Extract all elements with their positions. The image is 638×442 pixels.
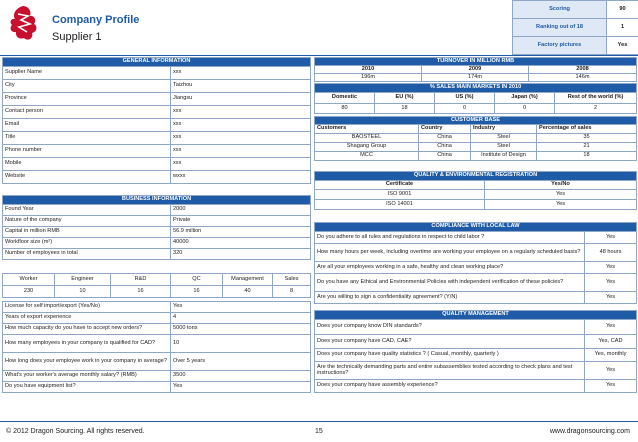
info-label: Years of export experience [3, 313, 171, 324]
business-info-table [2, 195, 311, 260]
footer-website-link[interactable]: www.dragonsourcing.com [549, 428, 630, 435]
info-label: Found Year [3, 205, 171, 216]
markets-value: 2 [555, 104, 637, 114]
certificate-name: ISO 14001 [315, 200, 485, 210]
turnover-table [314, 57, 637, 82]
info-label: Contact person [3, 106, 171, 119]
general-info-header: GENERAL INFORMATION [3, 58, 311, 67]
customers-col: Industry [471, 125, 537, 134]
markets-value: 80 [315, 104, 375, 114]
info-value: xxx [171, 158, 311, 171]
employees-value: 8 [273, 286, 311, 298]
business-info-header: BUSINESS INFORMATION [3, 196, 311, 205]
info-label: How long does your employee work in your company in average? [3, 353, 171, 371]
customers-col: Percentage of sales [537, 125, 637, 134]
turnover-header: TURNOVER IN MILLION RMB [315, 58, 637, 66]
page-title: Company Profile [52, 14, 140, 26]
compliance-table [314, 222, 637, 304]
customer-percentage: 21 [537, 143, 637, 152]
quality-answer: Yes [585, 380, 637, 393]
quality-env-header: QUALITY & ENVIRONMENTAL REGISTRATION [315, 172, 637, 181]
customer-country: China [419, 152, 471, 161]
quality-mgmt-table [314, 310, 637, 393]
info-label: Supplier Name [3, 67, 171, 80]
compliance-question: Are all your employees working in a safe, healthy and clean working place? [315, 262, 585, 274]
compliance-answer: Yes [585, 232, 637, 244]
quality-answer: Yes, CAD [585, 335, 637, 349]
markets-value: 18 [375, 104, 435, 114]
markets-header: % SALES MAIN MARKETS IN 2010 [315, 84, 637, 93]
markets-table [314, 83, 637, 114]
info-value: 320 [171, 249, 311, 260]
quality-answer: Yes, monthly [585, 349, 637, 362]
employees-table [2, 273, 311, 298]
info-value: xxx [171, 106, 311, 119]
compliance-question: How many hours per week, including overtime are working your employee on a regularly scheduled basis? [315, 244, 585, 262]
info-value: Over 5 years [171, 353, 311, 371]
employees-value: 16 [171, 286, 223, 298]
quality-question: Does your company know DIN standards? [315, 320, 585, 335]
employees-value: 16 [111, 286, 171, 298]
info-label: Title [3, 132, 171, 145]
markets-col: Japan (%) [495, 93, 555, 104]
ranking-label: Ranking out of 18 [513, 19, 607, 37]
employees-value: 40 [223, 286, 273, 298]
info-value: 4 [171, 313, 311, 324]
quality-answer: Yes [585, 320, 637, 335]
info-label: Do you have equipment list? [3, 382, 171, 393]
customer-name: BAOSTEEL [315, 134, 419, 143]
customer-name: MCC [315, 152, 419, 161]
info-value: 3500 [171, 371, 311, 382]
turnover-value: 174m [422, 74, 529, 82]
quality-question: Does your company have assembly experience? [315, 380, 585, 393]
certificate-status: Yes [485, 190, 637, 200]
turnover-value: 196m [315, 74, 422, 82]
compliance-question: Are you willing to sign a confidentiality agreement? (Y/N) [315, 292, 585, 304]
employees-header: Engineer [55, 274, 111, 286]
employees-header: Sales [273, 274, 311, 286]
info-value: wxxx [171, 171, 311, 184]
customer-country: China [419, 134, 471, 143]
turnover-year: 2009 [422, 66, 529, 74]
info-label: Website [3, 171, 171, 184]
employees-value: 10 [55, 286, 111, 298]
info-label: Mobile [3, 158, 171, 171]
info-value: 40000 [171, 238, 311, 249]
header-divider [0, 55, 638, 56]
info-value: xxx [171, 145, 311, 158]
quality-question: Does your company have quality statistics ? ( Casual, monthly, quarterly ) [315, 349, 585, 362]
footer-copyright: © 2012 Dragon Sourcing. All rights reserved. [6, 428, 145, 435]
info-label: Nature of the company [3, 216, 171, 227]
markets-value: 0 [495, 104, 555, 114]
info-label: Province [3, 93, 171, 106]
customer-country: China [419, 143, 471, 152]
info-value: Jiangsu [171, 93, 311, 106]
employees-header: R&D [111, 274, 171, 286]
scoring-table [512, 0, 638, 55]
info-value: 10 [171, 335, 311, 353]
customer-industry: Steel [471, 143, 537, 152]
general-info-table [2, 57, 311, 184]
certificate-status: Yes [485, 200, 637, 210]
info-label: Number of employees in total [3, 249, 171, 260]
quality-mgmt-header: QUALITY MANAGEMENT [315, 311, 637, 320]
page-number: 15 [315, 428, 323, 435]
markets-col: US (%) [435, 93, 495, 104]
quality-question: Does your company have CAD, CAE? [315, 335, 585, 349]
customer-industry: Steel [471, 134, 537, 143]
quality-env-table [314, 171, 637, 210]
info-label: Email [3, 119, 171, 132]
employees-header: Management [223, 274, 273, 286]
compliance-answer: Yes [585, 274, 637, 292]
info-value: 5000 tons [171, 324, 311, 335]
customer-percentage: 35 [537, 134, 637, 143]
quality-answer: Yes [585, 362, 637, 380]
pictures-label: Factory pictures [513, 37, 607, 55]
page-subtitle: Supplier 1 [52, 31, 102, 43]
ranking-value: 1 [607, 19, 638, 37]
info-value: 56.9 million [171, 227, 311, 238]
employees-value: 230 [3, 286, 55, 298]
yesno-col: Yes/No [485, 181, 637, 190]
compliance-answer: Yes [585, 292, 637, 304]
customers-col: Country [419, 125, 471, 134]
turnover-value: 146m [529, 74, 637, 82]
dragon-logo-icon [6, 4, 40, 44]
customers-col: Customers [315, 125, 419, 134]
info-value: Yes [171, 302, 311, 313]
info-label: How much capacity do you have to accept new orders? [3, 324, 171, 335]
compliance-answer: Yes [585, 262, 637, 274]
info-label: City [3, 80, 171, 93]
customer-industry: Institute of Design [471, 152, 537, 161]
info-label: Phone number [3, 145, 171, 158]
info-label: Capital in million RMB [3, 227, 171, 238]
certificate-col: Certificate [315, 181, 485, 190]
info-value: 2000 [171, 205, 311, 216]
customers-table [314, 116, 637, 161]
info-value: xxx [171, 119, 311, 132]
markets-col: EU (%) [375, 93, 435, 104]
customers-header: CUSTOMER BASE [315, 117, 637, 125]
scoring-value: 90 [607, 1, 638, 19]
footer-divider [0, 421, 638, 422]
info-label: Workfloor size (m²) [3, 238, 171, 249]
employees-header: Worker [3, 274, 55, 286]
turnover-year: 2008 [529, 66, 637, 74]
compliance-header: COMPLIANCE WITH LOCAL LAW [315, 223, 637, 232]
info-value: xxx [171, 67, 311, 80]
turnover-year: 2010 [315, 66, 422, 74]
customer-name: Shagang Group [315, 143, 419, 152]
info-label: What's your worker's average monthly salary? (RMB) [3, 371, 171, 382]
info-value: Private [171, 216, 311, 227]
info-value: Yes [171, 382, 311, 393]
info-value: xxx [171, 132, 311, 145]
compliance-question: Do you adhere to all rules and regulations in respect to child labor ? [315, 232, 585, 244]
markets-value: 0 [435, 104, 495, 114]
info-label: How many employees in your company is qualified for CAD? [3, 335, 171, 353]
markets-col: Domestic [315, 93, 375, 104]
employees-header: QC [171, 274, 223, 286]
compliance-question: Do you have any Ethical and Environmental Policies with independent verification of these policies? [315, 274, 585, 292]
pictures-value: Yes [607, 37, 638, 55]
compliance-answer: 48 hours [585, 244, 637, 262]
customer-percentage: 18 [537, 152, 637, 161]
info-label: License for self import/export (Yes/No) [3, 302, 171, 313]
certificate-name: ISO 9001 [315, 190, 485, 200]
scoring-label: Scoring [513, 1, 607, 19]
info-value: Taizhou [171, 80, 311, 93]
quality-question: Are the technically demanding parts and entire subassemblies tested according to check plans and test instructions? [315, 362, 585, 380]
business-extra-table [2, 301, 311, 393]
markets-col: Rest of the world (%) [555, 93, 637, 104]
